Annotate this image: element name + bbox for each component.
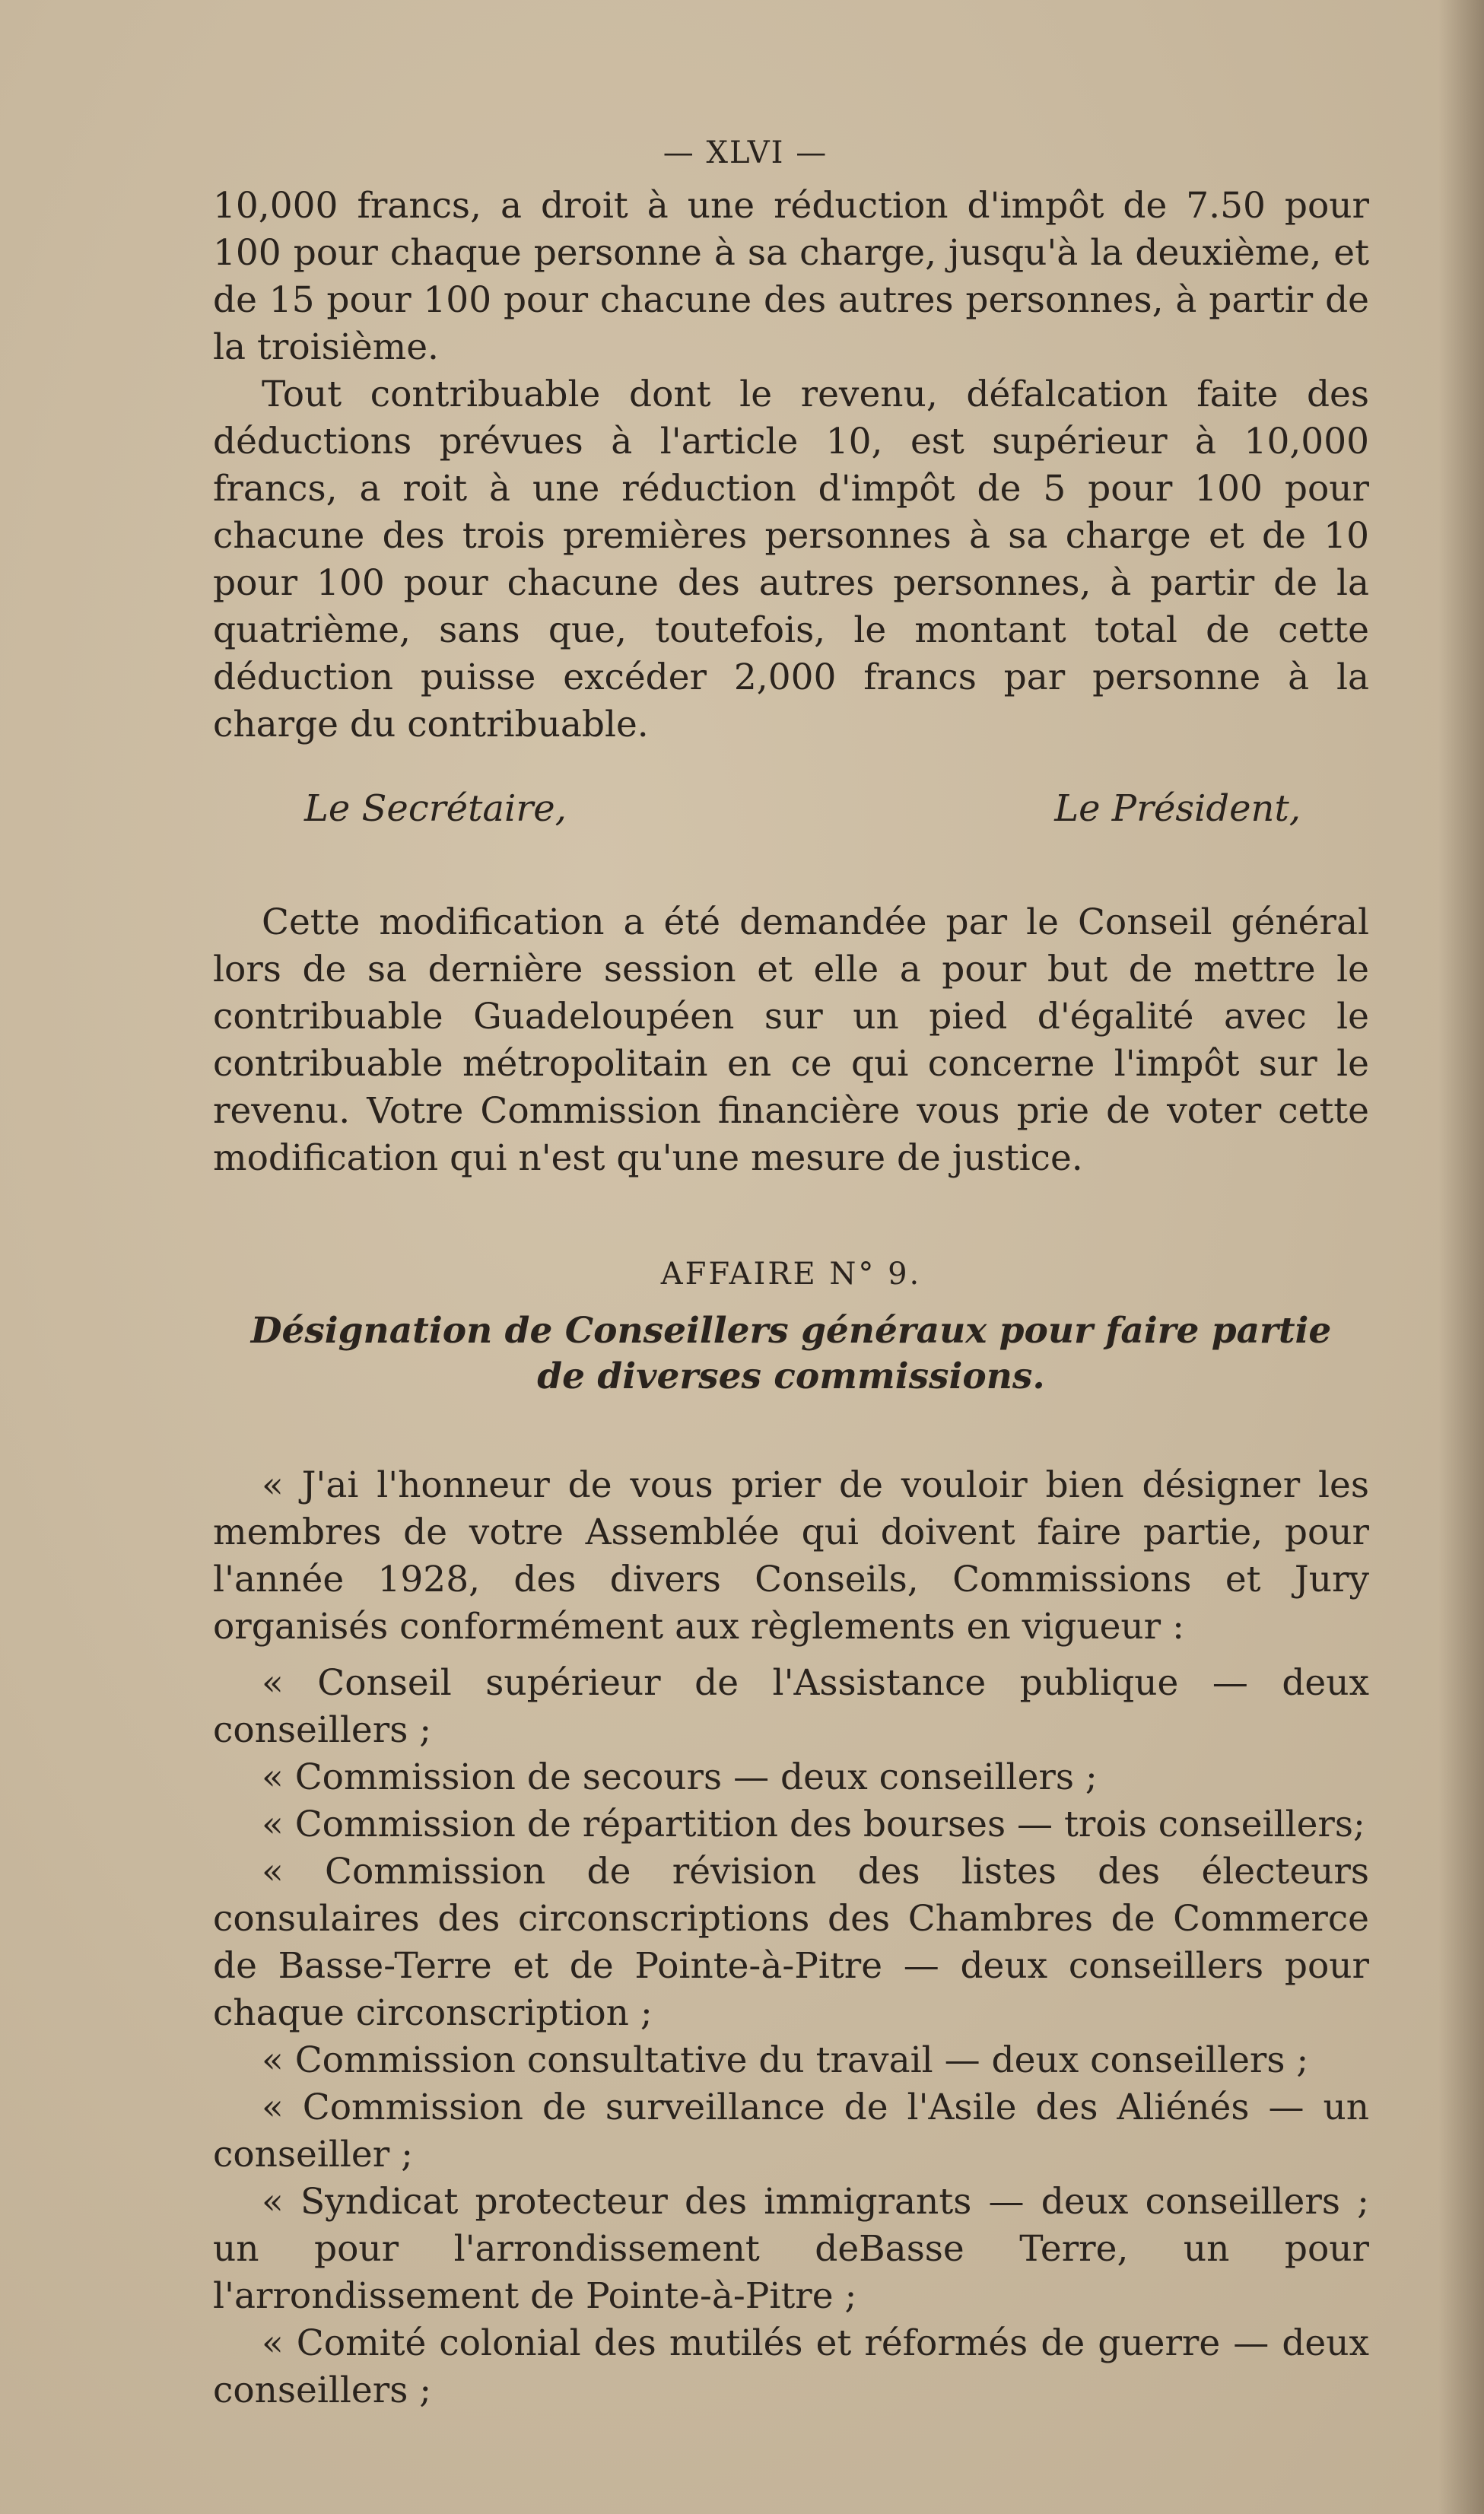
affaire-title-line-1: Désignation de Conseillers généraux pour faire partie [250,1310,1332,1352]
paragraph-continuation: 10,000 francs, a droit à une réduction d'impôt de 7.50 pour 100 pour chaque personne à sa charge, jusqu'à la deuxième, et de 15 pour 100 pour chacune des autres personnes, à partir de la troisième. [213,185,1369,368]
signature-president: Le Président, [1054,787,1301,830]
list-item-revision-listes: « Commission de révision des listes des électeurs consulaires des circonscriptions des Chambres de Commerce de Basse-Terre et de Pointe-à-Pitre — deux conseillers pour chaque circonscription ; [213,1851,1369,2034]
paragraph-deduction-rule: Tout contribuable dont le revenu, défalcation faite des déductions prévues à l'article 10, est supérieur à 10,000 francs, a roit à une réduction d'impôt de 5 pour 100 pour chacune des trois premières personnes à sa charge et de 10 pour 100 pour chacune des autres personnes, à partir de la quatrième, sans que, toutefois, le montant total de cette déduction puisse excéder 2,000 francs par personne à la charge du contribuable. [213,373,1369,745]
list-item-syndicat: « Syndicat protecteur des immigrants — deux conseillers ; un pour l'arrondissement deBasse Terre, un pour l'arrondissement de Pointe-à-Pitre ; [213,2181,1369,2317]
list-item-secours: « Commission de secours — deux conseillers ; [262,1756,1098,1798]
list-item-bourses: « Commission de répartition des bourses — trois conseillers; [262,1804,1365,1845]
running-head: — XLVI — [663,135,828,170]
list-item-asile: « Commission de surveillance de l'Asile des Aliénés — un conseiller ; [213,2087,1369,2176]
affaire-title [213,1308,1369,1400]
affaire-heading: AFFAIRE N° 9. [660,1257,922,1292]
page-edge-shadow [1438,0,1484,2514]
list-item-travail: « Commission consultative du travail — deux conseillers ; [262,2039,1309,2081]
list-item-comite-colonial: « Comité colonial des mutilés et réformés de guerre — deux conseillers ; [213,2322,1369,2411]
affaire-title-line-2: de diverses commissions. [537,1356,1045,1397]
document-page [213,129,1369,2414]
signature-secretaire: Le Secrétaire, [304,787,567,830]
paragraph-request: « J'ai l'honneur de vous prier de vouloir bien désigner les membres de votre Assemblée qui doivent faire partie, pour l'année 1928, des divers Conseils, Commissions et Jury organisés conformément aux règlements en vigueur : [213,1464,1369,1648]
signature-block [213,785,1369,832]
paragraph-commission-financiere: Cette modification a été demandée par le Conseil général lors de sa dernière session et elle a pour but de mettre le contribuable Guadeloupéen sur un pied d'égalité avec le contribuable métropolitain en ce qui concerne l'impôt sur le revenu. Votre Commission financière vous prie de voter cette modification qui n'est qu'une mesure de justice. [213,901,1369,1179]
list-item-assistance: « Conseil supérieur de l'Assistance publique — deux conseillers ; [213,1662,1369,1751]
